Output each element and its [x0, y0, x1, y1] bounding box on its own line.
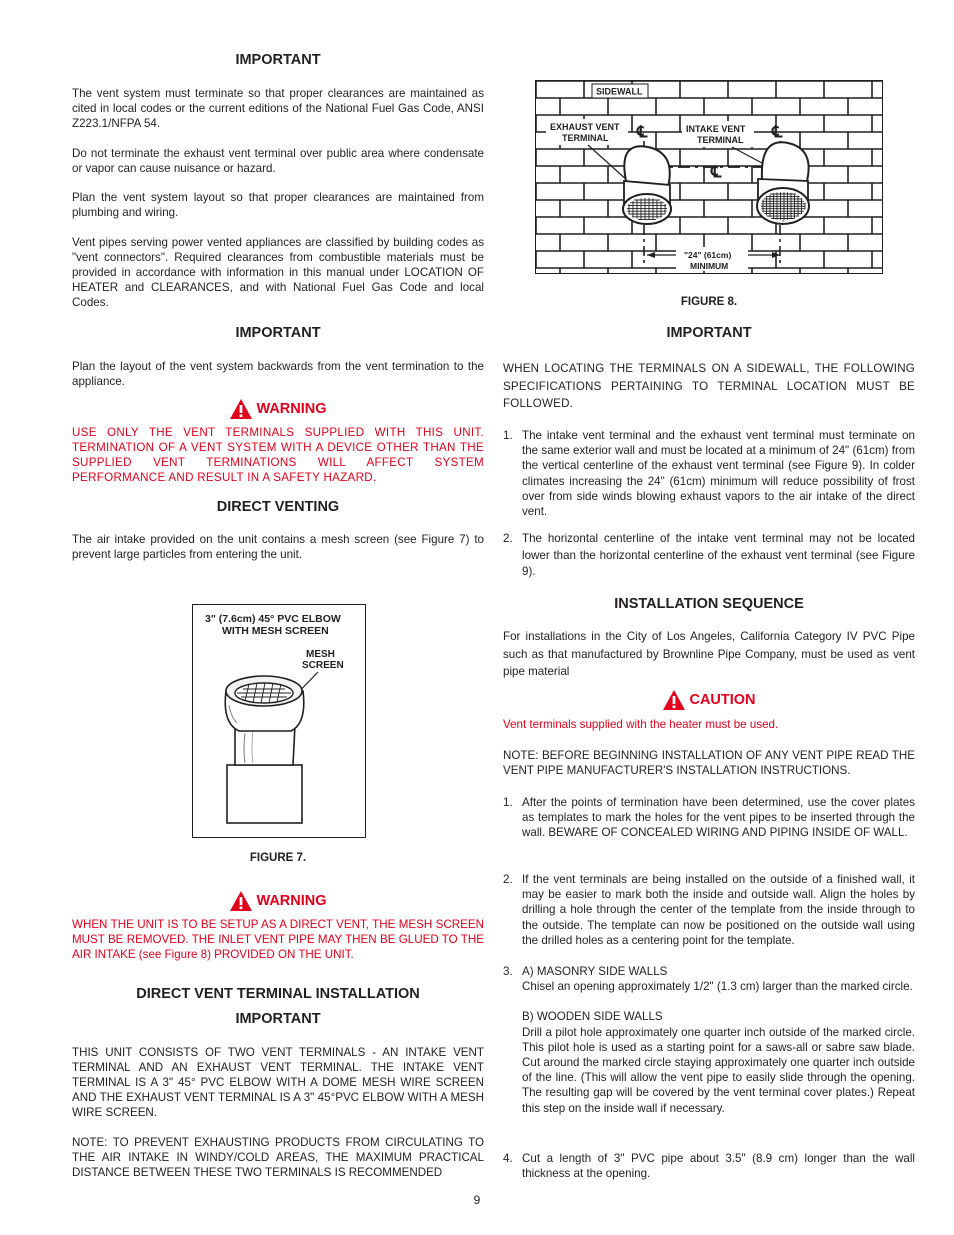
- figure8-caption: FIGURE 8.: [680, 296, 738, 308]
- sidewall-item-2-text: The horizontal centerline of the intake vent terminal may not be located lower than the horizontal centerline of the exhaust vent terminal (see Figure 9).: [522, 532, 915, 578]
- important1-para-2: Do not terminate the exhaust vent terminal over public area where condensate or vapor can cause nuisance or hazard.: [72, 147, 484, 175]
- important3-para-2: NOTE: TO PREVENT EXHAUSTING PRODUCTS FROM CIRCULATING TO THE AIR INTAKE IN WINDY/COLD AREAS, THE MAXIMUM PRACTICAL DISTANCE BETWEEN THESE TWO TERMINALS IS RECOMMENDED: [72, 1136, 484, 1179]
- centerline-symbol-exhaust: ℄: [637, 124, 648, 141]
- figure8-dim-line2: MINIMUM: [690, 261, 729, 271]
- install-step-3-wooden-text: Drill a pilot hole approximately one quarter inch outside of the marked circle. This pilot hole is used as a starting point for a saws-all or sabre saw blade. Cut around the marked circle staying approximately one quarter inch outside of the line. (This will allow the vent pipe to easily slide through the opening. The resulting gap will be covered by the vent terminal cover plates.) Repeat this step on the inside wall if necessary.: [522, 1025, 915, 1115]
- warning-triangle-icon: [229, 398, 253, 420]
- figure8-exhaust-line1: EXHAUST VENT: [550, 122, 620, 132]
- install-seq-para: For installations in the City of Los Angeles, California Category IV PVC Pipe such as that manufactured by Brownline Pipe Company, must be used as vent pipe material: [503, 630, 915, 678]
- important1-para-3: Plan the vent system layout so that proper clearances are maintained from plumbing and wiring.: [72, 191, 484, 219]
- important-heading-1: IMPORTANT: [235, 52, 321, 68]
- figure-7: [192, 604, 366, 838]
- centerline-symbol-intake: ℄: [772, 124, 783, 141]
- important3-para-1: THIS UNIT CONSISTS OF TWO VENT TERMINALS - AN INTAKE VENT TERMINAL AND AN EXHAUST VENT TERMINAL. THE INTAKE VENT TERMINAL IS A 3" 45° PVC ELBOW WITH A DOME MESH WIRE SCREEN AND THE EXHAUST VENT TERMINAL IS A 3" 45°PVC ELBOW WITH A MESH WIRE SCREEN.: [72, 1046, 484, 1119]
- figure7-mesh-line1: MESH: [306, 649, 335, 660]
- sidewall-intro: WHEN LOCATING THE TERMINALS ON A SIDEWALL, THE FOLLOWING SPECIFICATIONS PERTAINING TO TERMINAL LOCATION MUST BE FOLLOWED.: [503, 362, 915, 410]
- page-number: 9: [473, 1193, 481, 1207]
- warning-text-2: WHEN THE UNIT IS TO BE SETUP AS A DIRECT VENT, THE MESH SCREEN MUST BE REMOVED. THE INLET VENT PIPE MAY THEN BE GLUED TO THE AIR INTAKE (see Figure 8) PROVIDED ON THE UNIT.: [72, 918, 484, 961]
- install-step-1: [503, 795, 915, 841]
- install-seq-heading: INSTALLATION SEQUENCE: [614, 596, 804, 612]
- figure-8: [535, 80, 883, 274]
- caution-text: Vent terminals supplied with the heater must be used.: [503, 718, 779, 731]
- warning-heading-1: [72, 398, 484, 420]
- sidewall-item-1-num: 1.: [503, 429, 513, 442]
- figure7-caption: FIGURE 7.: [249, 852, 307, 864]
- install-step-3-masonry-text: Chisel an opening approximately 1/2" (1.3 cm) larger than the marked circle.: [522, 980, 913, 994]
- centerline-symbol-horizontal: ℄: [711, 164, 722, 181]
- install-step-3-masonry-heading: A) MASONRY SIDE WALLS: [522, 965, 668, 978]
- caution-label: CAUTION: [689, 692, 756, 708]
- install-step-1-text: After the points of termination have been determined, use the cover plates as templates to mark the holes for the vent pipes to be inserted through the wall. BEWARE OF CONCEALED WIRING AND PIPING INSIDE OF WALL.: [522, 796, 915, 840]
- important-heading-3: IMPORTANT: [235, 1011, 321, 1027]
- warning-heading-2: [72, 890, 484, 912]
- terminal-install-heading: DIRECT VENT TERMINAL INSTALLATION: [136, 986, 420, 1002]
- caution-heading: [503, 689, 915, 711]
- sidewall-item-2-num: 2.: [503, 532, 513, 545]
- figure8-intake-line2: TERMINAL: [697, 135, 744, 145]
- install-step-2-text: If the vent terminals are being installed on the outside of a finished wall, it may be easier to mark both the inside and outside wall. Align the holes by drilling a hole through the center of the template from the inside through to the outside. The template can now be positioned on the outside wall using the drilled holes as a centering point for the template.: [522, 873, 915, 947]
- warning-text-1: USE ONLY THE VENT TERMINALS SUPPLIED WITH THIS UNIT. TERMINATION OF A VENT SYSTEM WITH A DEVICE OTHER THAN THE SUPPLIED VENT TERMINATIONS WILL AFFECT SYSTEM PERFORMANCE AND RESULT IN A SAFETY HAZARD.: [72, 426, 484, 484]
- install-step-2: [503, 872, 915, 948]
- sidewall-illustration: [536, 81, 882, 273]
- install-step-4: [503, 1151, 915, 1181]
- direct-venting-heading: DIRECT VENTING: [216, 499, 340, 515]
- elbow-illustration: [193, 605, 365, 837]
- figure7-mesh-line2: SCREEN: [302, 660, 344, 671]
- important2-para: Plan the layout of the vent system backwards from the vent termination to the appliance.: [72, 360, 484, 388]
- warning-triangle-icon: [662, 689, 686, 711]
- warning-triangle-icon: [229, 890, 253, 912]
- figure8-dim-line1: "24" (61cm): [684, 250, 732, 260]
- install-step-3-num: 3.: [503, 965, 513, 978]
- vent-pipe-note: NOTE: BEFORE BEGINNING INSTALLATION OF ANY VENT PIPE READ THE VENT PIPE MANUFACTURER'S INSTALLATION INSTRUCTIONS.: [503, 749, 915, 777]
- important-heading-2: IMPORTANT: [235, 325, 321, 341]
- figure7-title-line1: 3" (7.6cm) 45° PVC ELBOW: [205, 613, 341, 625]
- install-step-4-num: 4.: [503, 1152, 513, 1165]
- sidewall-item-2: [503, 531, 915, 581]
- install-step-1-num: 1.: [503, 796, 513, 809]
- important1-para-4: Vent pipes serving power vented appliances are classified by building codes as "vent connectors". Required clearances from combustible materials must be provided in accordance with information in this manual under LOCATION OF HEATER and CLEARANCES, and with National Fuel Gas Code and local Codes.: [72, 236, 484, 309]
- important-heading-right: IMPORTANT: [666, 325, 752, 341]
- direct-venting-para: The air intake provided on the unit contains a mesh screen (see Figure 7) to prevent large particles from entering the unit.: [72, 533, 484, 561]
- install-step-3-wooden-heading: B) WOODEN SIDE WALLS: [522, 1010, 663, 1024]
- figure8-sidewall-label: SIDEWALL: [596, 86, 643, 97]
- important1-para-1: The vent system must terminate so that proper clearances are maintained as cited in local codes or the current editions of the National Fuel Gas Code, ANSI Z223.1/NFPA 54.: [72, 87, 484, 130]
- sidewall-item-1-text: The intake vent terminal and the exhaust vent terminal must terminate on the same exterior wall and must be located at a minimum of 24" (61cm) from the vertical centerline of the exhaust vent terminal (see Figure 9). In colder climates increasing the 24" (61cm) minimum will reduce possibility of frost over from side winds blowing exhaust vapors to the air intake of the direct vent.: [522, 429, 915, 519]
- figure8-exhaust-line2: TERMINAL: [562, 133, 609, 143]
- figure7-title-line2: WITH MESH SCREEN: [222, 625, 329, 637]
- warning-label-1: WARNING: [256, 401, 327, 417]
- install-step-4-text: Cut a length of 3" PVC pipe about 3.5" (8.9 cm) longer than the wall thickness at the opening.: [522, 1152, 915, 1181]
- figure8-intake-line1: INTAKE VENT: [686, 124, 746, 134]
- install-step-2-num: 2.: [503, 873, 513, 886]
- warning-label-2: WARNING: [256, 893, 327, 909]
- sidewall-item-1: [503, 428, 915, 519]
- install-step-3: [503, 964, 915, 1116]
